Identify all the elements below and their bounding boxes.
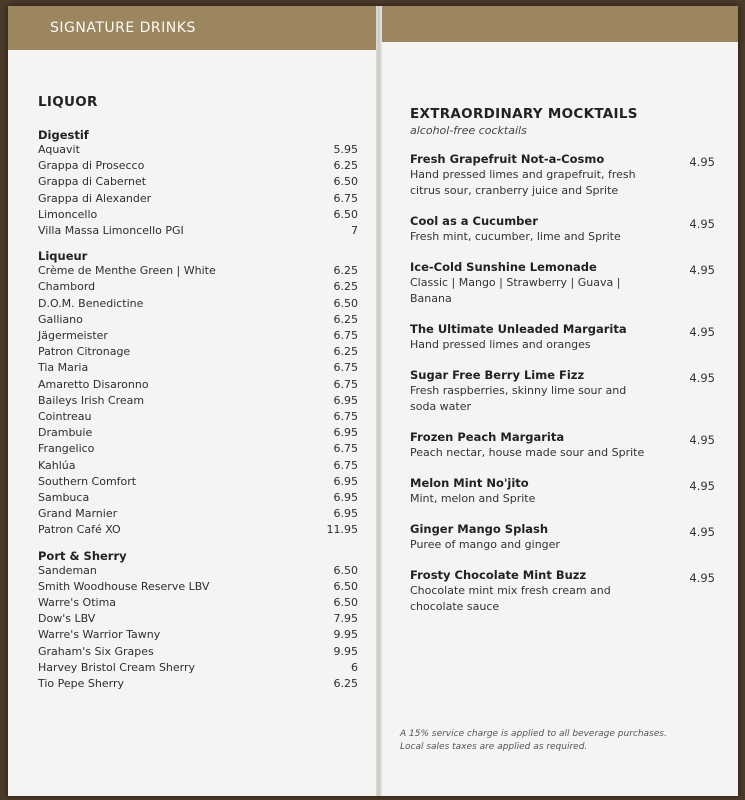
liquor-item-price: 7.95 bbox=[333, 612, 358, 626]
liquor-group-title: Port & Sherry bbox=[38, 548, 127, 563]
liquor-item-price: 6.75 bbox=[333, 458, 358, 472]
header-title: SIGNATURE DRINKS bbox=[50, 20, 196, 36]
liquor-item-price: 6.95 bbox=[333, 474, 358, 488]
liquor-item-price: 7 bbox=[351, 224, 358, 238]
liquor-item bbox=[38, 344, 358, 360]
liquor-item-price: 6.75 bbox=[333, 329, 358, 343]
mocktail-description: Fresh mint, cucumber, lime and Sprite bbox=[410, 230, 621, 243]
liquor-item bbox=[38, 393, 358, 409]
liquor-item-name: D.O.M. Benedictine bbox=[38, 296, 144, 310]
mocktail-name: Ginger Mango Splash bbox=[410, 522, 549, 536]
liquor-item bbox=[38, 174, 358, 190]
liquor-item-price: 6.50 bbox=[333, 207, 358, 221]
header-band-right bbox=[378, 6, 738, 42]
liquor-item-price: 6.75 bbox=[333, 442, 358, 456]
liquor-item-name: Sambuca bbox=[38, 491, 90, 505]
mocktail-list bbox=[410, 151, 715, 615]
liquor-item bbox=[38, 490, 358, 506]
mocktail-body bbox=[410, 321, 650, 353]
liquor-item bbox=[38, 142, 358, 158]
mocktail-item bbox=[410, 367, 715, 415]
mocktail-item bbox=[410, 321, 715, 353]
mocktail-description: Fresh raspberries, skinny lime sour and soda water bbox=[410, 384, 627, 413]
mocktail-price: 4.95 bbox=[689, 371, 715, 385]
mocktail-price: 4.95 bbox=[689, 155, 715, 169]
liquor-item bbox=[38, 522, 358, 538]
liquor-item bbox=[38, 296, 358, 312]
liquor-item-price: 6.25 bbox=[333, 677, 358, 691]
mocktail-body bbox=[410, 367, 650, 415]
mocktail-body bbox=[410, 213, 650, 245]
liquor-item-name: Warre's Warrior Tawny bbox=[38, 628, 161, 642]
mocktail-item bbox=[410, 151, 715, 199]
liquor-item bbox=[38, 579, 358, 595]
footnote-line-2: Local sales taxes are applied as required. bbox=[400, 742, 588, 752]
mocktail-description: Hand pressed limes and grapefruit, fresh citrus sour, cranberry juice and Sprite bbox=[410, 168, 636, 197]
liquor-item bbox=[38, 223, 358, 239]
liquor-item-name: Baileys Irish Cream bbox=[38, 393, 145, 407]
liquor-item-price: 5.95 bbox=[333, 143, 358, 156]
liquor-title: LIQUOR bbox=[38, 94, 98, 110]
footnote bbox=[400, 728, 700, 754]
mocktail-price: 4.95 bbox=[689, 479, 715, 493]
mocktail-price: 4.95 bbox=[689, 525, 715, 539]
liquor-group-title: Liqueur bbox=[38, 249, 88, 264]
liquor-item-name: Aquavit bbox=[38, 143, 80, 156]
liquor-item-name: Crème de Menthe Green | White bbox=[38, 264, 216, 278]
mocktail-name: Frozen Peach Margarita bbox=[410, 430, 565, 444]
liquor-item bbox=[38, 377, 358, 393]
mocktail-body bbox=[410, 567, 650, 615]
liquor-item-price: 6.25 bbox=[333, 280, 358, 294]
liquor-item bbox=[38, 474, 358, 490]
liquor-item bbox=[38, 644, 358, 660]
liquor-item-name: Villa Massa Limoncello PGI bbox=[38, 224, 184, 238]
mocktail-description: Puree of mango and ginger bbox=[410, 538, 560, 551]
mocktail-description: Hand pressed limes and oranges bbox=[410, 338, 591, 351]
liquor-group-title: Digestif bbox=[38, 128, 89, 142]
liquor-item-name: Jägermeister bbox=[38, 329, 108, 343]
liquor-item-name: Sandeman bbox=[38, 563, 97, 577]
liquor-item-price: 11.95 bbox=[326, 523, 358, 537]
liquor-item bbox=[38, 263, 358, 279]
mocktail-body bbox=[410, 259, 650, 307]
liquor-item-name: Grand Marnier bbox=[38, 507, 118, 521]
liquor-item-name: Galliano bbox=[38, 312, 83, 326]
liquor-groups bbox=[38, 128, 358, 692]
liquor-item-name: Patron Café XO bbox=[38, 523, 121, 537]
liquor-item-price: 6.75 bbox=[333, 410, 358, 424]
mocktail-price: 4.95 bbox=[689, 263, 715, 277]
liquor-item-name: Limoncello bbox=[38, 207, 98, 221]
liquor-item bbox=[38, 312, 358, 328]
mocktail-name: Fresh Grapefruit Not-a-Cosmo bbox=[410, 152, 605, 166]
mocktails-section bbox=[410, 106, 715, 615]
mocktail-item bbox=[410, 429, 715, 461]
liquor-item-name: Dow's LBV bbox=[38, 612, 96, 626]
liquor-item-price: 6.50 bbox=[333, 579, 358, 593]
liquor-item bbox=[38, 158, 358, 174]
mocktail-item bbox=[410, 259, 715, 307]
liquor-item bbox=[38, 441, 358, 457]
liquor-item-price: 9.95 bbox=[333, 628, 358, 642]
liquor-item-price: 6.95 bbox=[333, 507, 358, 521]
liquor-item bbox=[38, 458, 358, 474]
liquor-item-name: Southern Comfort bbox=[38, 474, 137, 488]
liquor-item-price: 6.50 bbox=[333, 175, 358, 189]
mocktail-item bbox=[410, 521, 715, 553]
liquor-item-price: 6.50 bbox=[333, 563, 358, 577]
liquor-item bbox=[38, 595, 358, 611]
mocktail-name: Sugar Free Berry Lime Fizz bbox=[410, 368, 585, 382]
liquor-item-price: 6.50 bbox=[333, 296, 358, 310]
mocktail-price: 4.95 bbox=[689, 325, 715, 339]
mocktail-name: Frosty Chocolate Mint Buzz bbox=[410, 568, 587, 582]
liquor-item bbox=[38, 360, 358, 376]
liquor-item bbox=[38, 425, 358, 441]
liquor-item bbox=[38, 207, 358, 223]
liquor-item-price: 6.75 bbox=[333, 377, 358, 391]
mocktail-description: Classic | Mango | Strawberry | Guava | Banana bbox=[410, 276, 621, 305]
liquor-item-name: Frangelico bbox=[38, 442, 95, 456]
liquor-item-name: Chambord bbox=[38, 280, 96, 294]
liquor-item bbox=[38, 279, 358, 295]
liquor-item-price: 6.25 bbox=[333, 264, 358, 278]
mocktail-item bbox=[410, 475, 715, 507]
liquor-item-price: 6.75 bbox=[333, 361, 358, 375]
mocktail-description: Chocolate mint mix fresh cream and chocolate sauce bbox=[410, 584, 611, 613]
liquor-item-price: 6.25 bbox=[333, 312, 358, 326]
liquor-item bbox=[38, 563, 358, 579]
mocktail-name: Ice-Cold Sunshine Lemonade bbox=[410, 260, 597, 274]
liquor-item-name: Grappa di Cabernet bbox=[38, 175, 147, 189]
mocktail-body bbox=[410, 475, 650, 507]
mocktail-price: 4.95 bbox=[689, 571, 715, 585]
page-fold bbox=[376, 6, 382, 796]
liquor-item-price: 6 bbox=[351, 660, 358, 674]
liquor-item bbox=[38, 660, 358, 676]
mocktail-name: Cool as a Cucumber bbox=[410, 214, 538, 228]
liquor-item-name: Warre's Otima bbox=[38, 596, 117, 610]
liquor-item-name: Smith Woodhouse Reserve LBV bbox=[38, 579, 210, 593]
mocktail-description: Mint, melon and Sprite bbox=[410, 492, 536, 505]
mocktail-body bbox=[410, 429, 650, 461]
liquor-item bbox=[38, 328, 358, 344]
mocktails-subtitle: alcohol-free cocktails bbox=[410, 124, 527, 137]
liquor-item-name: Patron Citronage bbox=[38, 345, 131, 359]
liquor-item-name: Graham's Six Grapes bbox=[38, 644, 154, 658]
mocktail-name: Melon Mint No'jito bbox=[410, 476, 529, 490]
liquor-item-price: 9.95 bbox=[333, 644, 358, 658]
liquor-item-price: 6.25 bbox=[333, 345, 358, 359]
mocktail-name: The Ultimate Unleaded Margarita bbox=[410, 322, 627, 336]
footnote-line-1: A 15% service charge is applied to all beverage purchases. bbox=[400, 729, 667, 739]
liquor-item-name: Harvey Bristol Cream Sherry bbox=[38, 660, 196, 674]
liquor-item-price: 6.50 bbox=[333, 596, 358, 610]
mocktail-description: Peach nectar, house made sour and Sprite bbox=[410, 446, 645, 459]
liquor-item-price: 6.95 bbox=[333, 393, 358, 407]
liquor-item-name: Tia Maria bbox=[38, 361, 89, 375]
liquor-item-price: 6.75 bbox=[333, 191, 358, 205]
liquor-item-name: Grappa di Prosecco bbox=[38, 159, 145, 173]
liquor-item-price: 6.25 bbox=[333, 159, 358, 173]
liquor-item bbox=[38, 506, 358, 522]
liquor-item bbox=[38, 409, 358, 425]
mocktails-title: EXTRAORDINARY MOCKTAILS bbox=[410, 106, 638, 122]
mocktail-price: 4.95 bbox=[689, 217, 715, 231]
liquor-item-price: 6.95 bbox=[333, 426, 358, 440]
mocktail-price: 4.95 bbox=[689, 433, 715, 447]
liquor-item-name: Grappa di Alexander bbox=[38, 191, 152, 205]
liquor-item-price: 6.95 bbox=[333, 491, 358, 505]
liquor-item bbox=[38, 676, 358, 692]
liquor-item-name: Drambuie bbox=[38, 426, 93, 440]
liquor-item bbox=[38, 611, 358, 627]
liquor-item bbox=[38, 191, 358, 207]
liquor-item-name: Amaretto Disaronno bbox=[38, 377, 149, 391]
mocktail-item bbox=[410, 213, 715, 245]
mocktail-body bbox=[410, 151, 650, 199]
liquor-section bbox=[38, 94, 358, 692]
mocktail-item bbox=[410, 567, 715, 615]
mocktail-body bbox=[410, 521, 650, 553]
liquor-item-name: Kahlúa bbox=[38, 458, 76, 472]
liquor-item bbox=[38, 627, 358, 643]
liquor-item-name: Tio Pepe Sherry bbox=[38, 677, 125, 691]
liquor-item-name: Cointreau bbox=[38, 410, 92, 424]
drink-menu bbox=[8, 6, 738, 796]
